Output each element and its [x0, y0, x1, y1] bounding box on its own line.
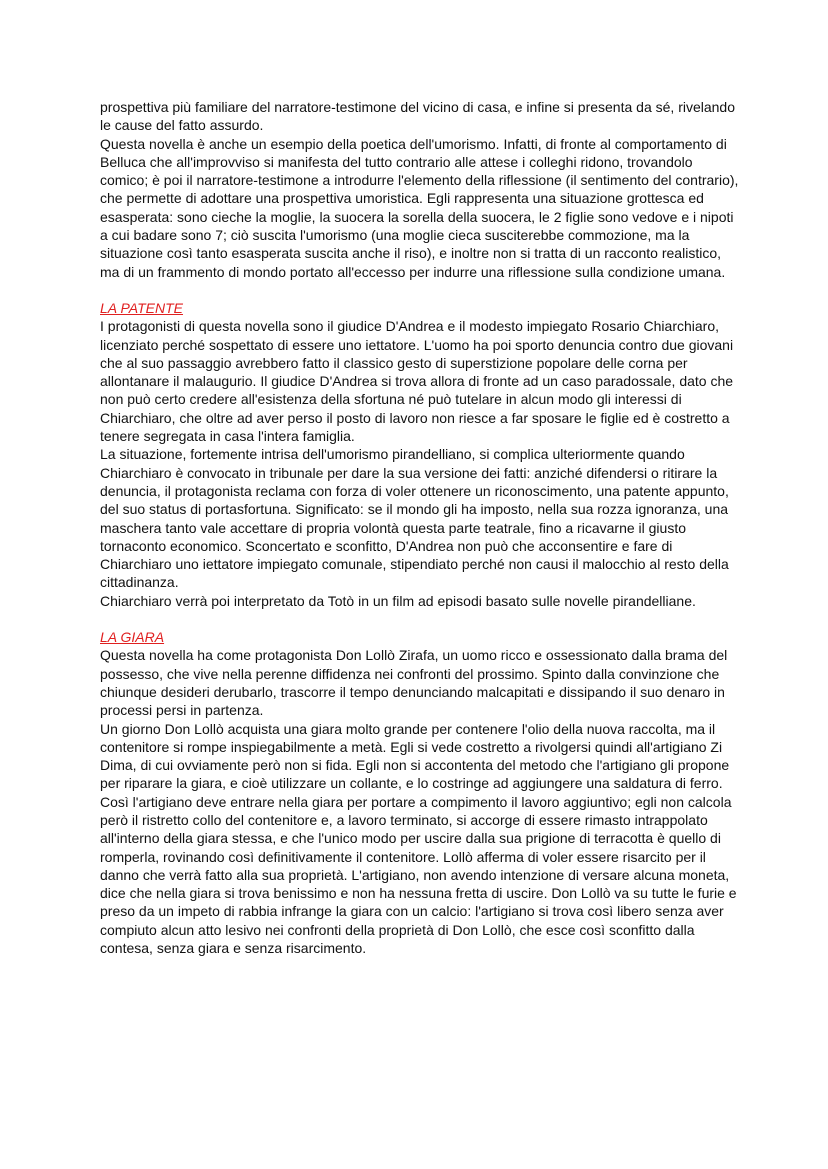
patente-heading: LA PATENTE: [100, 299, 183, 316]
giara-heading: LA GIARA: [100, 629, 165, 646]
giara-paragraph-2: Un giorno Don Lollò acquista una giara molto grande per contenere l'olio della nuova raccolta, ma il contenitore si rompe inspiegabilmente a metà. Egli si vede costretto a rivolgersi quindi all'artigiano Zi Dima, di cui ovviamente però non si fida. Egli non si accontenta del metodo che l'artigiano gli propone per riparare la giara, e cioè utilizzare un collante, e lo costringe ad aggiungere una saldatura di ferro. Così l'artigiano deve entrare nella giara per portare a compimento il lavoro aggiuntivo; egli non calcola però il ristretto collo del contenitore e, a lavoro terminato, si accorge di essere rimasto intrappolato all'interno della giara stessa, e che l'unico modo per uscire dalla sua prigione di terracotta è quello di romperla, rovinando così definitivamente il contenitore. Lollò afferma di voler essere risarcito per il danno che verrà fatto alla sua proprietà. L'artigiano, non avendo intenzione di versare alcuna moneta, dice che nella giara si trova benissimo e non ha nessuna fretta di uscire. Don Lollò va su tutte le furie e preso da un impeto di rabbia infrange la giara con un calcio: l'artigiano si trova così libero senza aver compiuto alcun atto lesivo nei confronti della proprietà di Don Lollò, che esce così sconfitto dalla contesa, senza giara e senza risarcimento.: [100, 720, 737, 957]
intro-paragraph-2: Questa novella è anche un esempio della poetica dell'umorismo. Infatti, di fronte al comportamento di Belluca che all'improvviso si manifesta del tutto contrario alle attese i colleghi ridono, trovandolo comico; è poi il narratore-testimone a introdurre l'elemento della riflessione (il sentimento del contrario), che permette di adottare una prospettiva umoristica. Egli rappresenta una situazione grottesca ed esasperata: sono cieche la moglie, la suocera la sorella della suocera, le 2 figlie sono vedove e i nipoti a cui badare sono 7; ciò suscita l'umorismo (una moglie cieca susciterebbe commozione, ma la situazione così tanto esasperata suscita anche il riso), e inoltre non si tratta di un racconto realistico, ma di un frammento di mondo portato all'eccesso per indurre una riflessione sulla condizione umana.: [100, 135, 739, 280]
intro-paragraph-1: prospettiva più familiare del narratore-testimone del vicino di casa, e infine si presenta da sé, rivelando le cause del fatto assurdo.: [100, 99, 736, 134]
patente-paragraph-3: Chiarchiaro verrà poi interpretato da Totò in un film ad episodi basato sulle novelle pirandelliane.: [100, 592, 696, 609]
patente-section: [100, 299, 740, 610]
patente-paragraph-2: La situazione, fortemente intrisa dell'umorismo pirandelliano, si complica ulteriormente quando Chiarchiaro è convocato in tribunale per dare la sua versione dei fatti: anziché difendersi o ritirare la denuncia, il protagonista reclama con forza di voler ottenere un riconoscimento, una patente appunto, del suo status di portasfortuna. Significato: se il mondo gli ha imposto, nella sua rozza ignoranza, una maschera tanto vale accettare di propria volontà questa parte teatrale, fino a ricavarne il giusto tornaconto economico. Sconcertato e sconfitto, D'Andrea non può che acconsentire e fare di Chiarchiaro uno iettatore impiegato comunale, stipendiato perché non causi il malocchio al resto della cittadinanza.: [100, 446, 729, 591]
giara-section: [100, 628, 740, 957]
patente-paragraph-1: I protagonisti di questa novella sono il giudice D'Andrea e il modesto impiegato Rosario Chiarchiaro, licenziato perché sospettato di essere uno iettatore. L'uomo ha poi sporto denuncia contro due giovani che al suo passaggio avrebbero fatto il classico gesto di superstizione popolare delle corna per allontanare il malaugurio. Il giudice D'Andrea si trova allora di fronte ad un caso paradossale, dato che non può certo credere all'esistenza della sfortuna né può tutelare in alcun modo gli interessi di Chiarchiaro, che oltre ad aver perso il posto di lavoro non riesce a far sposare le figlie ed è costretto a tenere segregata in casa l'intera famiglia.: [100, 318, 734, 445]
intro-section: [100, 98, 740, 281]
giara-paragraph-1: Questa novella ha come protagonista Don Lollò Zirafa, un uomo ricco e ossessionato dalla brama del possesso, che vive nella perenne diffidenza nei confronti del prossimo. Spinto dalla convinzione che chiunque desideri derubarlo, trascorre il tempo denunciando malcapitati e dissipando il suo denaro in processi persi in partenza.: [100, 647, 728, 719]
document-page: [100, 98, 740, 957]
